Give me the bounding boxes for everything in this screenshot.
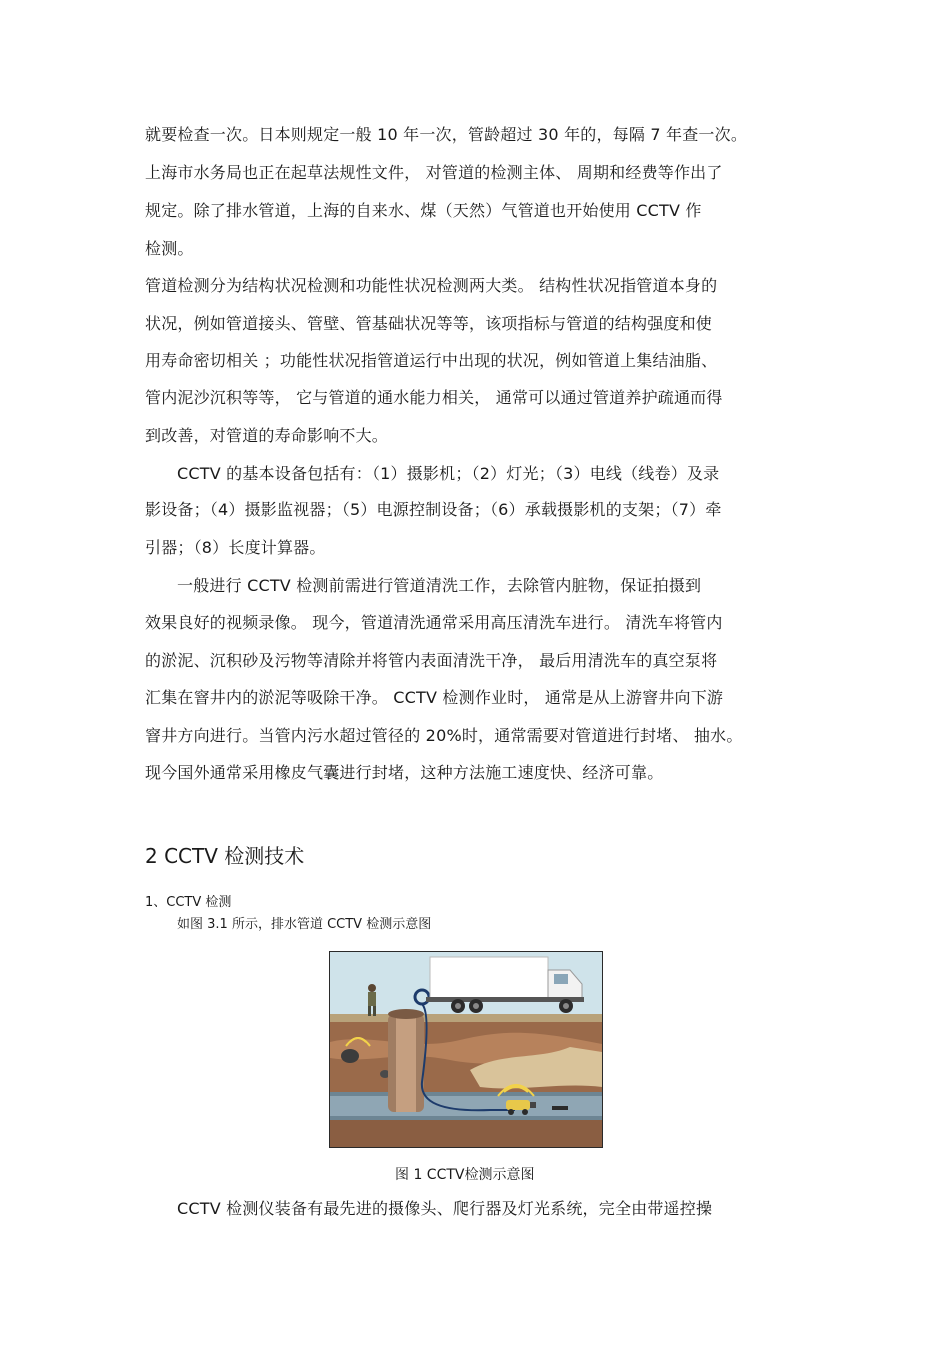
figure-intro: 如图 3.1 所示，排水管道 CCTV 检测示意图 [177, 917, 432, 932]
text-line: 规定。除了排水管道，上海的自来水、煤（天然）气管道也开始使用 CCTV 作 [145, 201, 702, 220]
text-line: 状况，例如管道接头、管壁、管基础状况等等，该项指标与管道的结构强度和使 [145, 314, 713, 333]
text-line: CCTV 检测仪装备有最先进的摄像头、爬行器及灯光系统，完全由带遥控操 [177, 1199, 713, 1218]
text-line: 汇集在窨井内的淤泥等吸除干净。 CCTV 检测作业时， 通常是从上游窨井向下游 [145, 688, 724, 707]
text-line: 窨井方向进行。当管内污水超过管径的 20%时，通常需要对管道进行封堵、 抽水。 [145, 726, 743, 745]
stone [341, 1049, 359, 1063]
cctv-diagram-illustration [330, 952, 602, 1147]
text-line: 管道检测分为结构状况检测和功能性状况检测两大类。 结构性状况指管道本身的 [145, 276, 718, 295]
section-heading: 2 CCTV 检测技术 [145, 844, 305, 868]
manhole-icon [388, 1009, 424, 1112]
cctv-diagram [329, 951, 603, 1148]
text-line: 就要检查一次。日本则规定一般 10 年一次，管龄超过 30 年的，每隔 7 年查一次。 [145, 125, 748, 144]
text-line: 用寿命密切相关 ；功能性状况指管道运行中出现的状况，例如管道上集结油脂、 [145, 351, 718, 370]
text-line: 一般进行 CCTV 检测前需进行管道清洗工作，去除管内脏物，保证拍摄到 [177, 576, 702, 595]
text-line: 效果良好的视频录像。 现今，管道清洗通常采用高压清洗车进行。 清洗车将管内 [145, 613, 723, 632]
text-line: 引器；（8）长度计算器。 [145, 538, 326, 557]
text-line: 影设备；（4）摄影监视器；（5）电源控制设备；（6）承载摄影机的支架；（7）牵 [145, 500, 722, 519]
text-line: 检测。 [145, 239, 194, 258]
text-line: 到改善，对管道的寿命影响不大。 [145, 426, 389, 445]
text-line: 上海市水务局也正在起草法规性文件， 对管道的检测主体、 周期和经费等作出了 [145, 163, 723, 182]
text-line: 的淤泥、沉积砂及污物等清除并将管内表面清洗干净， 最后用清洗车的真空泵将 [145, 651, 718, 670]
text-line: 现今国外通常采用橡皮气囊进行封堵，这种方法施工速度快、经济可靠。 [145, 763, 664, 782]
figure-caption: 图 1 CCTV检测示意图 [395, 1167, 535, 1183]
subsection-title: 1、CCTV 检测 [145, 895, 232, 910]
text-line: CCTV 的基本设备包括有：（1）摄影机；（2）灯光；（3）电线（线卷）及录 [177, 464, 720, 483]
text-line: 管内泥沙沉积等等， 它与管道的通水能力相关， 通常可以通过管道养护疏通而得 [145, 388, 723, 407]
